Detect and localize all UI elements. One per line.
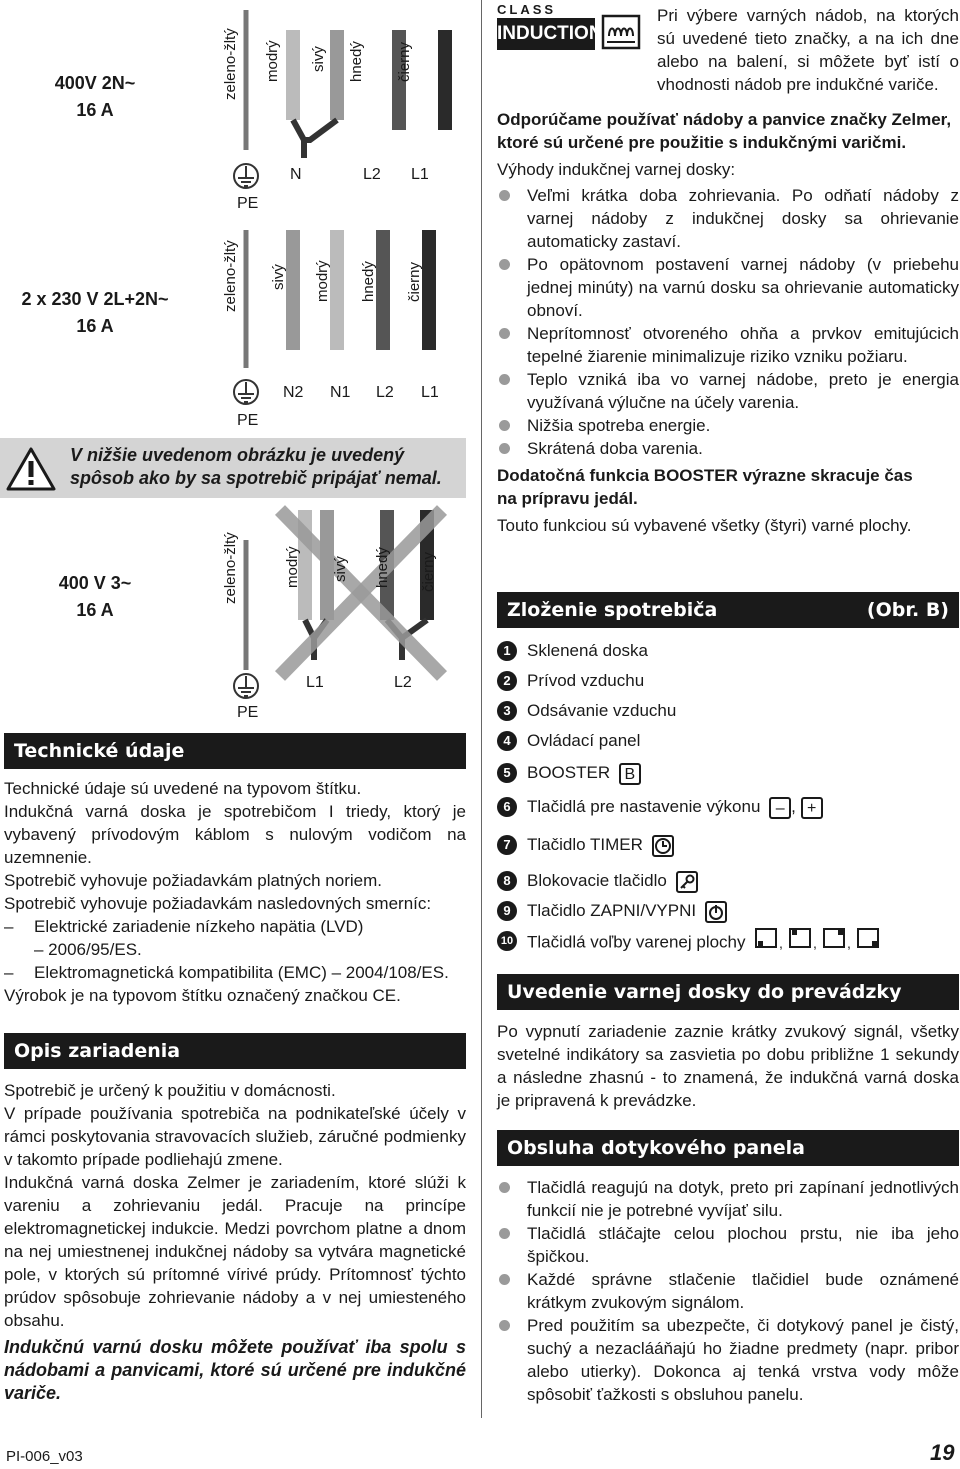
paragraph-emphasis: Indukčnú varnú dosku môžete používať iba spolu s nádobami a panvicami, ktoré sú určené pre indukčné variče. [4, 1337, 466, 1403]
list-item: Tlačidlá stláčajte celou plochou prstu, nie iba jeho špičkou. [497, 1222, 959, 1268]
section-header-zlozenie: Zloženie spotrebiča (Obr. B) [497, 592, 959, 628]
page-number: 19 [930, 1440, 955, 1465]
paragraph: Indukčná varná doska Zelmer je zariadením, ktoré slúži k vareniu a zohrievaniu jedál. Pracuje na princípe elektromagnetickej indukcie. Medzi povrchom platne a dnom na nej umiestnenej indukčnej nádoby sa vytvára magnetické pole, v ktorých sú prítomné vírivé prúdy. Prítomnosť týchto prúdov spôsobuje zohrievanie nádoby a v nej umiesteného obsahu. [4, 1173, 466, 1330]
wire-label: zeleno-žltý [222, 28, 239, 100]
section-header-obsluha: Obsluha dotykového panela [497, 1130, 959, 1166]
column-divider [481, 0, 482, 1418]
paragraph-bold: Dodatočná funkcia BOOSTER výrazne skracuje čas na prípravu jedál. [497, 466, 913, 508]
terminal-label: L1 [421, 384, 439, 401]
svg-text:,: , [847, 935, 852, 950]
diagram-2-voltage: 2 x 230 V 2L+2N~ 16 A [21, 289, 169, 336]
section-header-uvedenie: Uvedenie varnej dosky do prevádzky [497, 974, 959, 1010]
induction-body [497, 108, 959, 537]
wire-label: hnedý [348, 41, 365, 82]
terminal-label: N2 [283, 384, 304, 401]
paragraph: V prípade používania spotrebiča na podnikateľské účely v rámci poskytovania stravovacích služieb, záručné podmienky v takomto prípade podliehajú zmene. [4, 1104, 466, 1169]
wire-label: čierny [396, 41, 413, 82]
paragraph: Výhody indukčnej varnej dosky: [497, 160, 736, 179]
list-item: 7 Tlačidlo TIMER [497, 828, 959, 866]
list-item: Neprítomnosť otvoreného ohňa a prvkov emitujúcich tepelné žiarenie minimalizuje riziko vzniku požiaru. [497, 322, 959, 368]
paragraph: Spotrebič vyhovuje požiadavkám nasledovných smerníc: [4, 894, 432, 913]
tech-section [4, 733, 466, 1007]
terminal-label: PE [237, 704, 259, 721]
terminal-label: L2 [376, 384, 394, 401]
wire-label: čierny [406, 261, 423, 302]
paragraph: Po vypnutí zariadenie zaznie krátky zvukový signál, všetky svetelné indikátory sa zasvietia po dobu približne 1 sekundy a následne zhasnú - to znamená, že indukčná varná doska je pripravená k prevádzke. [497, 1022, 959, 1110]
minus-key-icon: – [769, 797, 791, 819]
warning-box [0, 438, 466, 498]
induction-section [497, 4, 959, 96]
wire-label: modrý [284, 546, 301, 588]
list-item: Pred použitím sa ubezpečte, či dotykový panel je čistý, suchý a nezaclááňajú ho žiadne predmety (napr. pribor alebo utierky). Dokonca aj tenká vrstva vody môže spôsobiť ťažkosti s obsluhou panelu. [497, 1314, 959, 1406]
zone-select-icons [754, 926, 894, 960]
wire-label: modrý [314, 260, 331, 302]
list-item: 6 Tlačidlá pre nastavenie výkonu – , + [497, 790, 959, 828]
list-item: Nižšia spotreba energie. [497, 414, 959, 437]
list-item: 4 Ovládací panel [497, 726, 959, 756]
booster-key-icon: B [619, 763, 641, 785]
section-header-opis: Opis zariadenia [4, 1033, 466, 1069]
paragraph-bold: Odporúčame používať nádoby a panvice značky Zelmer, ktoré sú určené pre použitie s indukčnými varičmi. [497, 110, 952, 152]
svg-text:,: , [779, 935, 784, 950]
wiring-diagram-1 [0, 0, 466, 220]
list-item: Veľmi krátka doba zohrievania. Po odňatí nádoby z varnej nádoby z indukčnej dosky sa ohrievanie automaticky zastaví. [497, 184, 959, 253]
obsluha-section [497, 1130, 959, 1406]
directive-item: – Elektromagnetická kompatibilita (EMC) – 2004/108/ES. [4, 963, 449, 982]
diagram-3-voltage: 400 V 3~ 16 A [58, 573, 132, 620]
wire-label: čierny [420, 551, 437, 592]
terminal-label: L2 [363, 166, 381, 183]
warning-text: V nižšie uvedenom obrázku je uvedený spôsob ako by sa spotrebič pripájať nemal. [70, 445, 442, 488]
svg-text:,: , [813, 935, 818, 950]
terminal-label: PE [237, 412, 259, 429]
induction-coil-icon [601, 14, 641, 50]
diagram-1-voltage: 400V 2N~ 16 A [54, 73, 136, 120]
paragraph: Výrobok je na typovom štítku označený značkou CE. [4, 986, 401, 1005]
terminal-label: PE [237, 195, 259, 212]
terminal-label: L1 [306, 674, 324, 691]
list-item: 2 Prívod vzduchu [497, 666, 959, 696]
paragraph: Spotrebič vyhovuje požiadavkám platných noriem. [4, 871, 382, 890]
terminal-label: N1 [330, 384, 351, 401]
list-item: 3 Odsávanie vzduchu [497, 696, 959, 726]
list-item: Po opätovnom postavení varnej nádoby (v priebehu jednej minúty) na varnú dosku sa ohrievanie automaticky obnoví. [497, 253, 959, 322]
list-item: 1 Sklenená doska [497, 636, 959, 666]
cooking-zone-icon [754, 926, 894, 950]
list-item: Skrátená doba varenia. [497, 437, 959, 460]
list-item: Každé správne stlačenie tlačidiel bude oznámené krátkym zvukovým signálom. [497, 1268, 959, 1314]
warning-icon [6, 446, 56, 492]
paragraph: Touto funkciou sú vybavené všetky (štyri) varné plochy. [497, 516, 912, 535]
induction-logo: CLASS INDUCTION [497, 4, 647, 52]
wiring-diagram-3 [0, 500, 466, 730]
list-item: 10 Tlačidlá voľby varenej plochy , , , [497, 926, 959, 956]
paragraph: Pri výbere varných nádob, na ktorých sú uvedené tieto značky, a na ich dne alebo na balení, si môžete byť istí o vhodnosti nádob pre indukčné variče. [657, 6, 959, 94]
directive-item: – Elektrické zariadenie nízkeho napätia (LVD) – 2006/95/ES. [4, 917, 364, 959]
key-lock-icon [676, 871, 698, 893]
list-item: Teplo vzniká iba vo varnej nádobe, preto je energia využívaná výlučne na účely varenia. [497, 368, 959, 414]
timer-clock-icon [652, 835, 674, 857]
wire-label: sivý [310, 46, 327, 72]
wiring-diagram-2 [0, 220, 466, 438]
wire-label: modrý [264, 40, 281, 82]
components-list [497, 636, 959, 956]
section-header-tech: Technické údaje [4, 733, 466, 769]
terminal-label: L1 [411, 166, 429, 183]
paragraph: Technické údaje sú uvedené na typovom štítku. [4, 779, 362, 798]
terminal-label: N [290, 166, 302, 183]
wire-label: sivý [270, 264, 287, 290]
list-item: 5 BOOSTER B [497, 756, 959, 790]
zlozenie-section [497, 592, 959, 956]
wire-label: hnedý [374, 547, 391, 588]
touch-panel-list [497, 1176, 959, 1406]
wire-label: zeleno-žltý [222, 532, 239, 604]
paragraph: Indukčná varná doska je spotrebičom I triedy, ktorý je vybavený prívodovým káblom s nulovým vodičom na uzemnenie. [4, 802, 466, 867]
wire-label: sivý [332, 556, 349, 582]
uvedenie-section [497, 974, 959, 1112]
footer-code: PI-006_v03 [6, 1448, 83, 1465]
list-item: Tlačidlá reagujú na dotyk, preto pri zapínaní jednotlivých funkcií nie je potrebné vyvíjať silu. [497, 1176, 959, 1222]
wire-label: zeleno-žltý [222, 240, 239, 312]
plus-key-icon: + [801, 797, 823, 819]
list-item: 9 Tlačidlo ZAPNI/VYPNI [497, 896, 959, 926]
advantages-list [497, 184, 959, 460]
wire-label: hnedý [360, 261, 377, 302]
opis-section [4, 1033, 466, 1405]
power-icon [705, 901, 727, 923]
terminal-label: L2 [394, 674, 412, 691]
paragraph: Spotrebič je určený k použitiu v domácnosti. [4, 1081, 336, 1100]
list-item: 8 Blokovacie tlačidlo [497, 866, 959, 896]
